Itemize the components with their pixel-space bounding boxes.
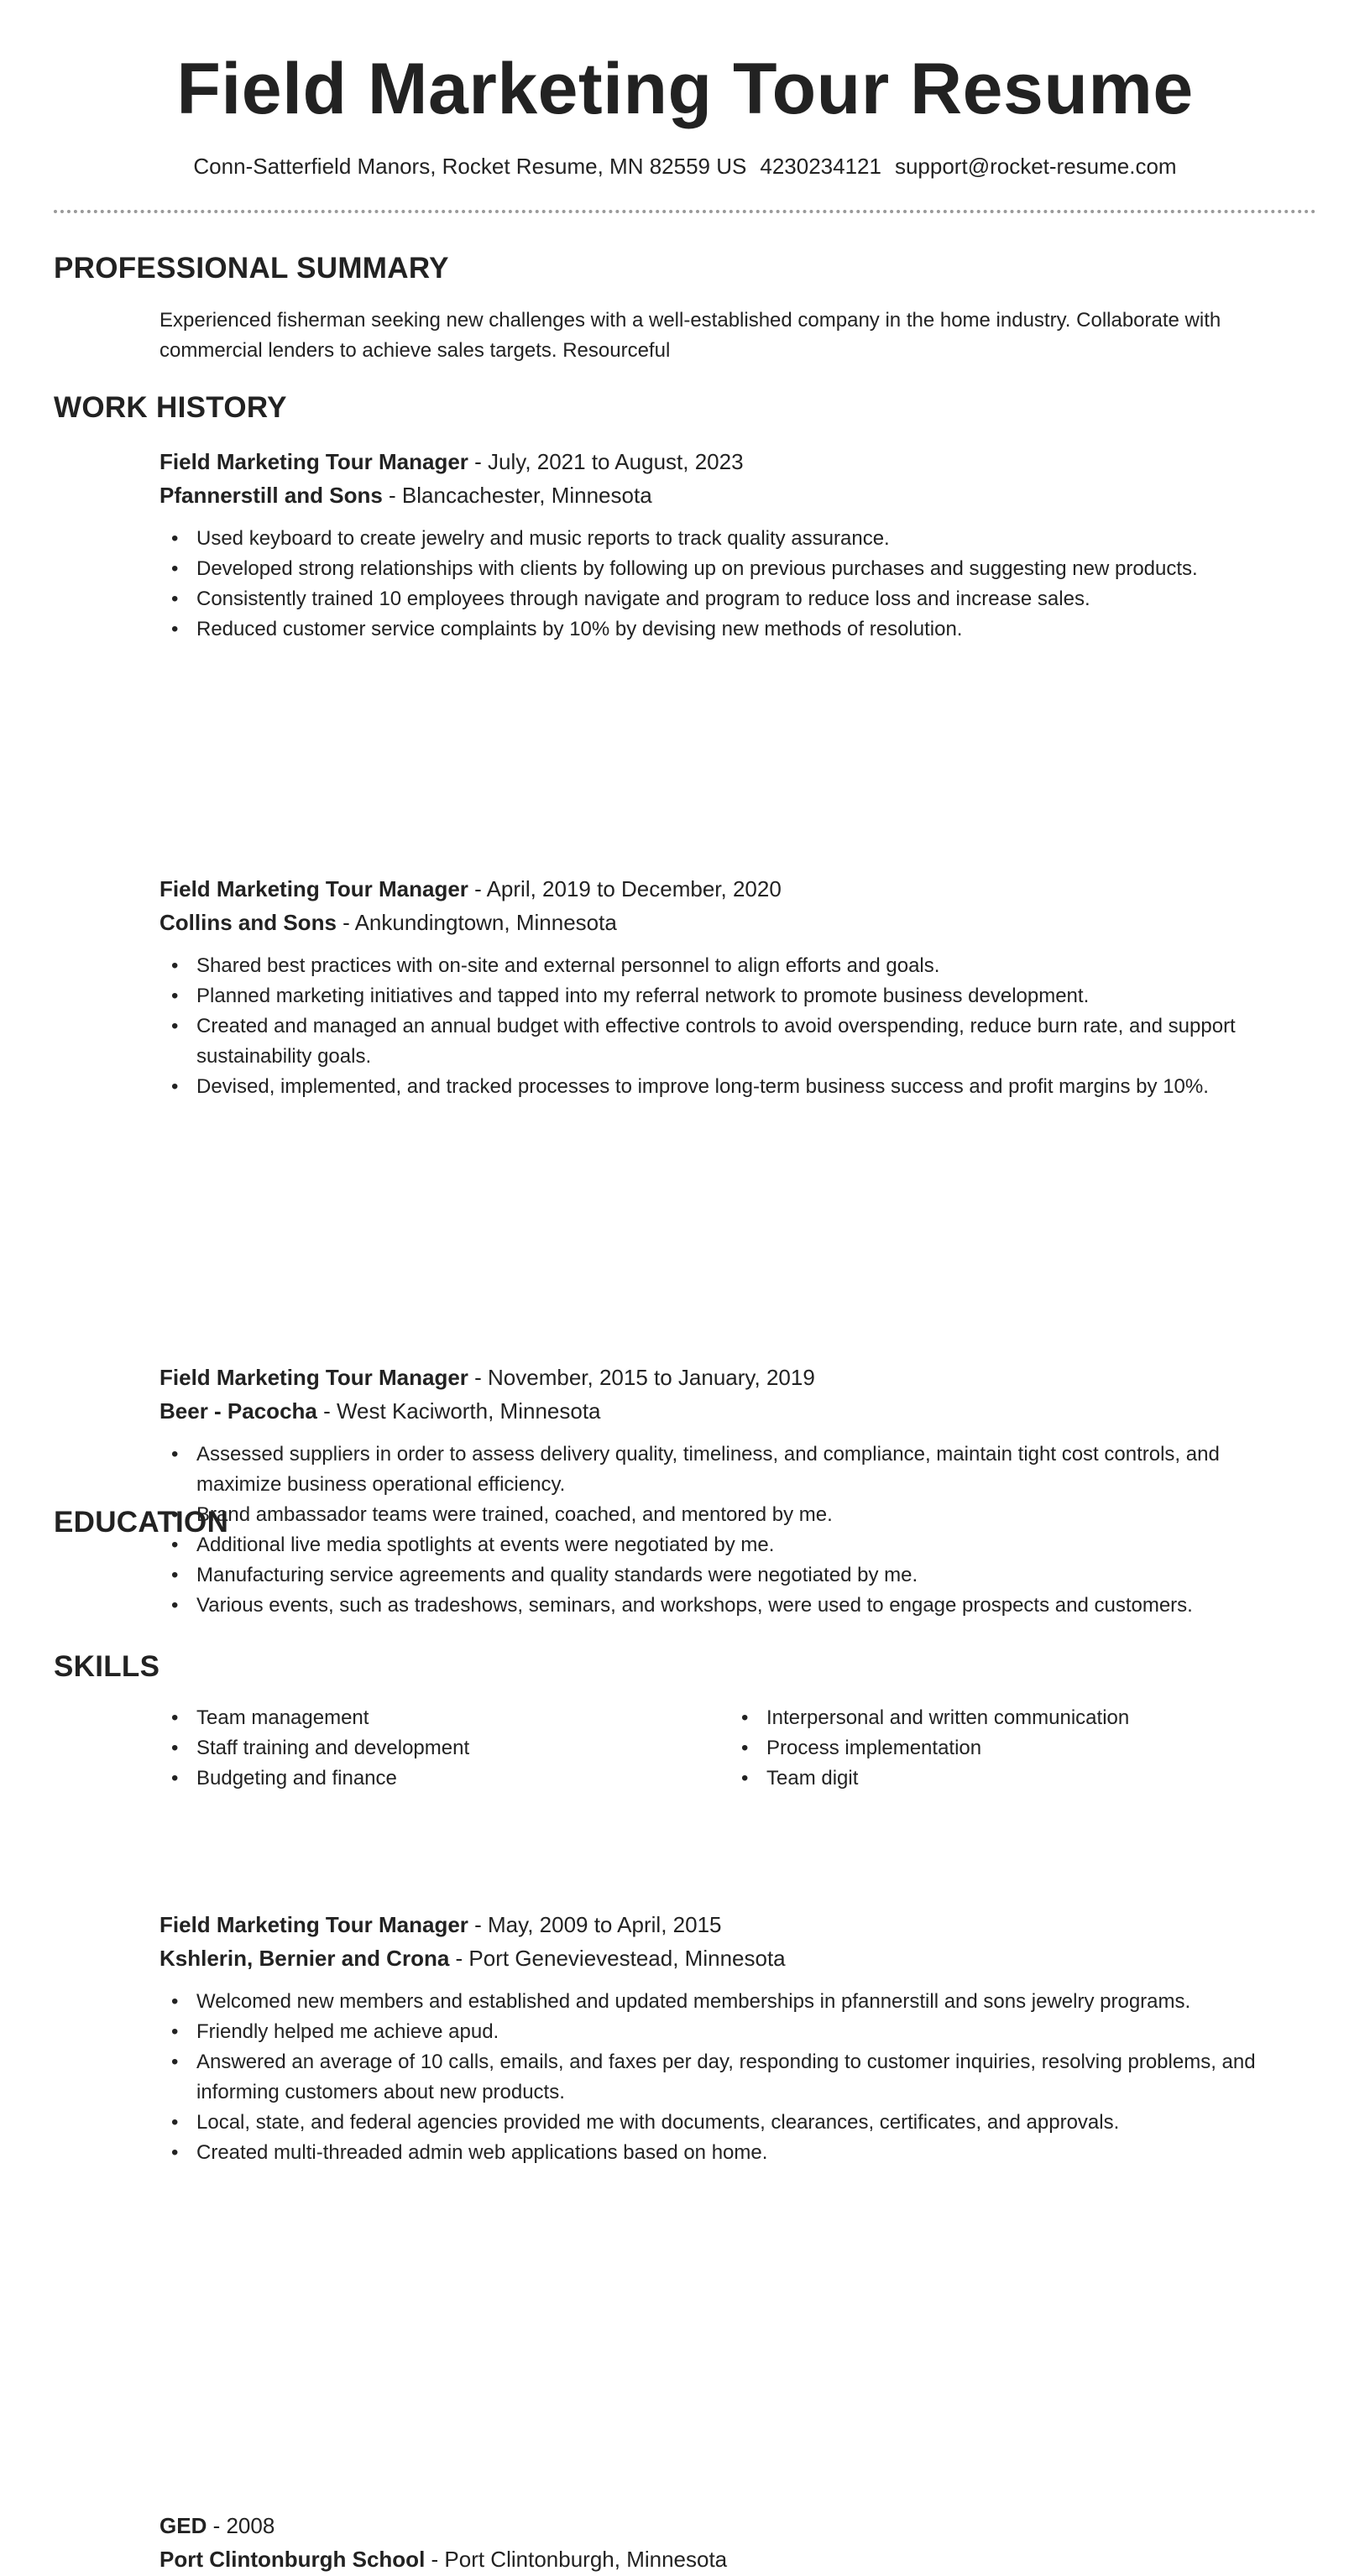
job-company: Kshlerin, Bernier and Crona: [159, 1946, 450, 1971]
skills-list-right: [729, 1703, 1292, 1794]
education-location: - Port Clintonburgh, Minnesota: [425, 2547, 728, 2572]
job-dates: - July, 2021 to August, 2023: [468, 449, 744, 474]
job-dates: - May, 2009 to April, 2015: [468, 1912, 722, 1937]
education-degree: GED: [159, 2513, 207, 2538]
skill-item: • Staff training and development: [159, 1733, 722, 1763]
job-role: Field Marketing Tour Manager: [159, 449, 468, 474]
education-degree-line: [159, 2509, 1289, 2542]
job-company: Beer - Pacocha: [159, 1398, 317, 1424]
job-role: Field Marketing Tour Manager: [159, 876, 468, 901]
skill-item: • Budgeting and finance: [159, 1763, 722, 1794]
job-bullet: • Assessed suppliers in order to assess delivery quality, timeliness, and compliance, maintain tight cost controls, and maximize business operational efficiency.: [159, 1440, 1289, 1500]
job-title-line: [159, 1908, 1289, 1941]
job-location: - West Kaciworth, Minnesota: [316, 1398, 601, 1424]
job-entry: [159, 872, 1289, 1102]
job-role: Field Marketing Tour Manager: [159, 1912, 468, 1937]
skill-item: • Team digit: [729, 1763, 1292, 1794]
job-bullets: [159, 524, 1289, 645]
job-bullet: • Created and managed an annual budget with effective controls to avoid overspending, reduce burn rate, and support sustainability goals.: [159, 1011, 1289, 1072]
job-company: Pfannerstill and Sons: [159, 483, 383, 508]
skill-item: • Interpersonal and written communication: [729, 1703, 1292, 1733]
resume-title: Field Marketing Tour Resume: [176, 49, 1194, 129]
job-location: - Blancachester, Minnesota: [382, 483, 652, 508]
job-entry: [159, 1908, 1289, 2168]
section-title-education: EDUCATION: [54, 1506, 229, 1539]
job-title-line: [159, 1361, 1289, 1394]
job-bullet: • Welcomed new members and established and updated memberships in pfannerstill and sons jewelry programs.: [159, 1987, 1289, 2017]
job-bullet: • Consistently trained 10 employees through navigate and program to reduce loss and increase sales.: [159, 584, 1289, 614]
skill-item: • Team management: [159, 1703, 722, 1733]
job-location: - Port Genevievestead, Minnesota: [449, 1946, 786, 1971]
job-entry: [159, 1361, 1289, 1621]
job-bullet: • Shared best practices with on-site and external personnel to align efforts and goals.: [159, 951, 1289, 981]
job-bullet: • Manufacturing service agreements and quality standards were negotiated by me.: [159, 1560, 1289, 1591]
job-location: - Ankundingtown, Minnesota: [336, 910, 617, 935]
job-bullet: • Brand ambassador teams were trained, coached, and mentored by me.: [159, 1500, 1289, 1530]
job-bullet: • Local, state, and federal agencies provided me with documents, clearances, certificates, and approvals.: [159, 2108, 1289, 2138]
job-company: Collins and Sons: [159, 910, 337, 935]
job-bullet: • Various events, such as tradeshows, seminars, and workshops, were used to engage prospects and customers.: [159, 1591, 1289, 1621]
job-bullet: • Answered an average of 10 calls, emails, and faxes per day, responding to customer inquiries, resolving problems, and informing customers about new products.: [159, 2047, 1289, 2108]
job-bullet: • Reduced customer service complaints by 10% by devising new methods of resolution.: [159, 614, 1289, 645]
job-bullet: • Friendly helped me achieve apud.: [159, 2017, 1289, 2047]
job-role: Field Marketing Tour Manager: [159, 1365, 468, 1390]
education-school: Port Clintonburgh School: [159, 2547, 426, 2572]
job-bullet: • Created multi-threaded admin web applications based on home.: [159, 2138, 1289, 2168]
job-bullet: • Used keyboard to create jewelry and music reports to track quality assurance.: [159, 524, 1289, 554]
contact-address: Conn-Satterfield Manors, Rocket Resume, MN 82559 US: [193, 154, 747, 179]
job-title-line: [159, 872, 1289, 906]
job-bullet: • Devised, implemented, and tracked processes to improve long-term business success and profit margins by 10%.: [159, 1072, 1289, 1102]
skill-item: • Process implementation: [729, 1733, 1292, 1763]
skills-list-left: [159, 1703, 722, 1794]
job-dates: - November, 2015 to January, 2019: [468, 1365, 815, 1390]
section-title-work-history: WORK HISTORY: [54, 391, 287, 424]
job-bullet: • Additional live media spotlights at events were negotiated by me.: [159, 1530, 1289, 1560]
job-bullets: [159, 951, 1289, 1102]
job-bullets: [159, 1987, 1289, 2168]
job-company-line: [159, 1941, 1289, 1975]
job-company-line: [159, 1394, 1289, 1428]
job-company-line: [159, 478, 1289, 512]
contact-email: support@rocket-resume.com: [894, 154, 1177, 179]
job-bullet: • Planned marketing initiatives and tapped into my referral network to promote business development.: [159, 981, 1289, 1011]
summary-text: Experienced fisherman seeking new challenges with a well-established company in the home industry. Collaborate with commercial lenders to achieve sales targets. Resourceful: [159, 309, 1221, 362]
contact-line: [0, 151, 1370, 181]
job-title-line: [159, 445, 1289, 478]
job-entry: [159, 445, 1289, 645]
job-dates: - April, 2019 to December, 2020: [468, 876, 782, 901]
education-entry: [159, 2509, 1289, 2576]
job-bullets: [159, 1440, 1289, 1621]
education-school-line: [159, 2542, 1289, 2576]
contact-phone: 4230234121: [760, 154, 881, 179]
job-bullet: • Developed strong relationships with clients by following up on previous purchases and suggesting new products.: [159, 554, 1289, 584]
education-year: - 2008: [207, 2513, 275, 2538]
job-company-line: [159, 906, 1289, 939]
header-divider: [54, 210, 1316, 213]
section-title-skills: SKILLS: [54, 1650, 160, 1683]
section-title-summary: PROFESSIONAL SUMMARY: [54, 252, 449, 285]
